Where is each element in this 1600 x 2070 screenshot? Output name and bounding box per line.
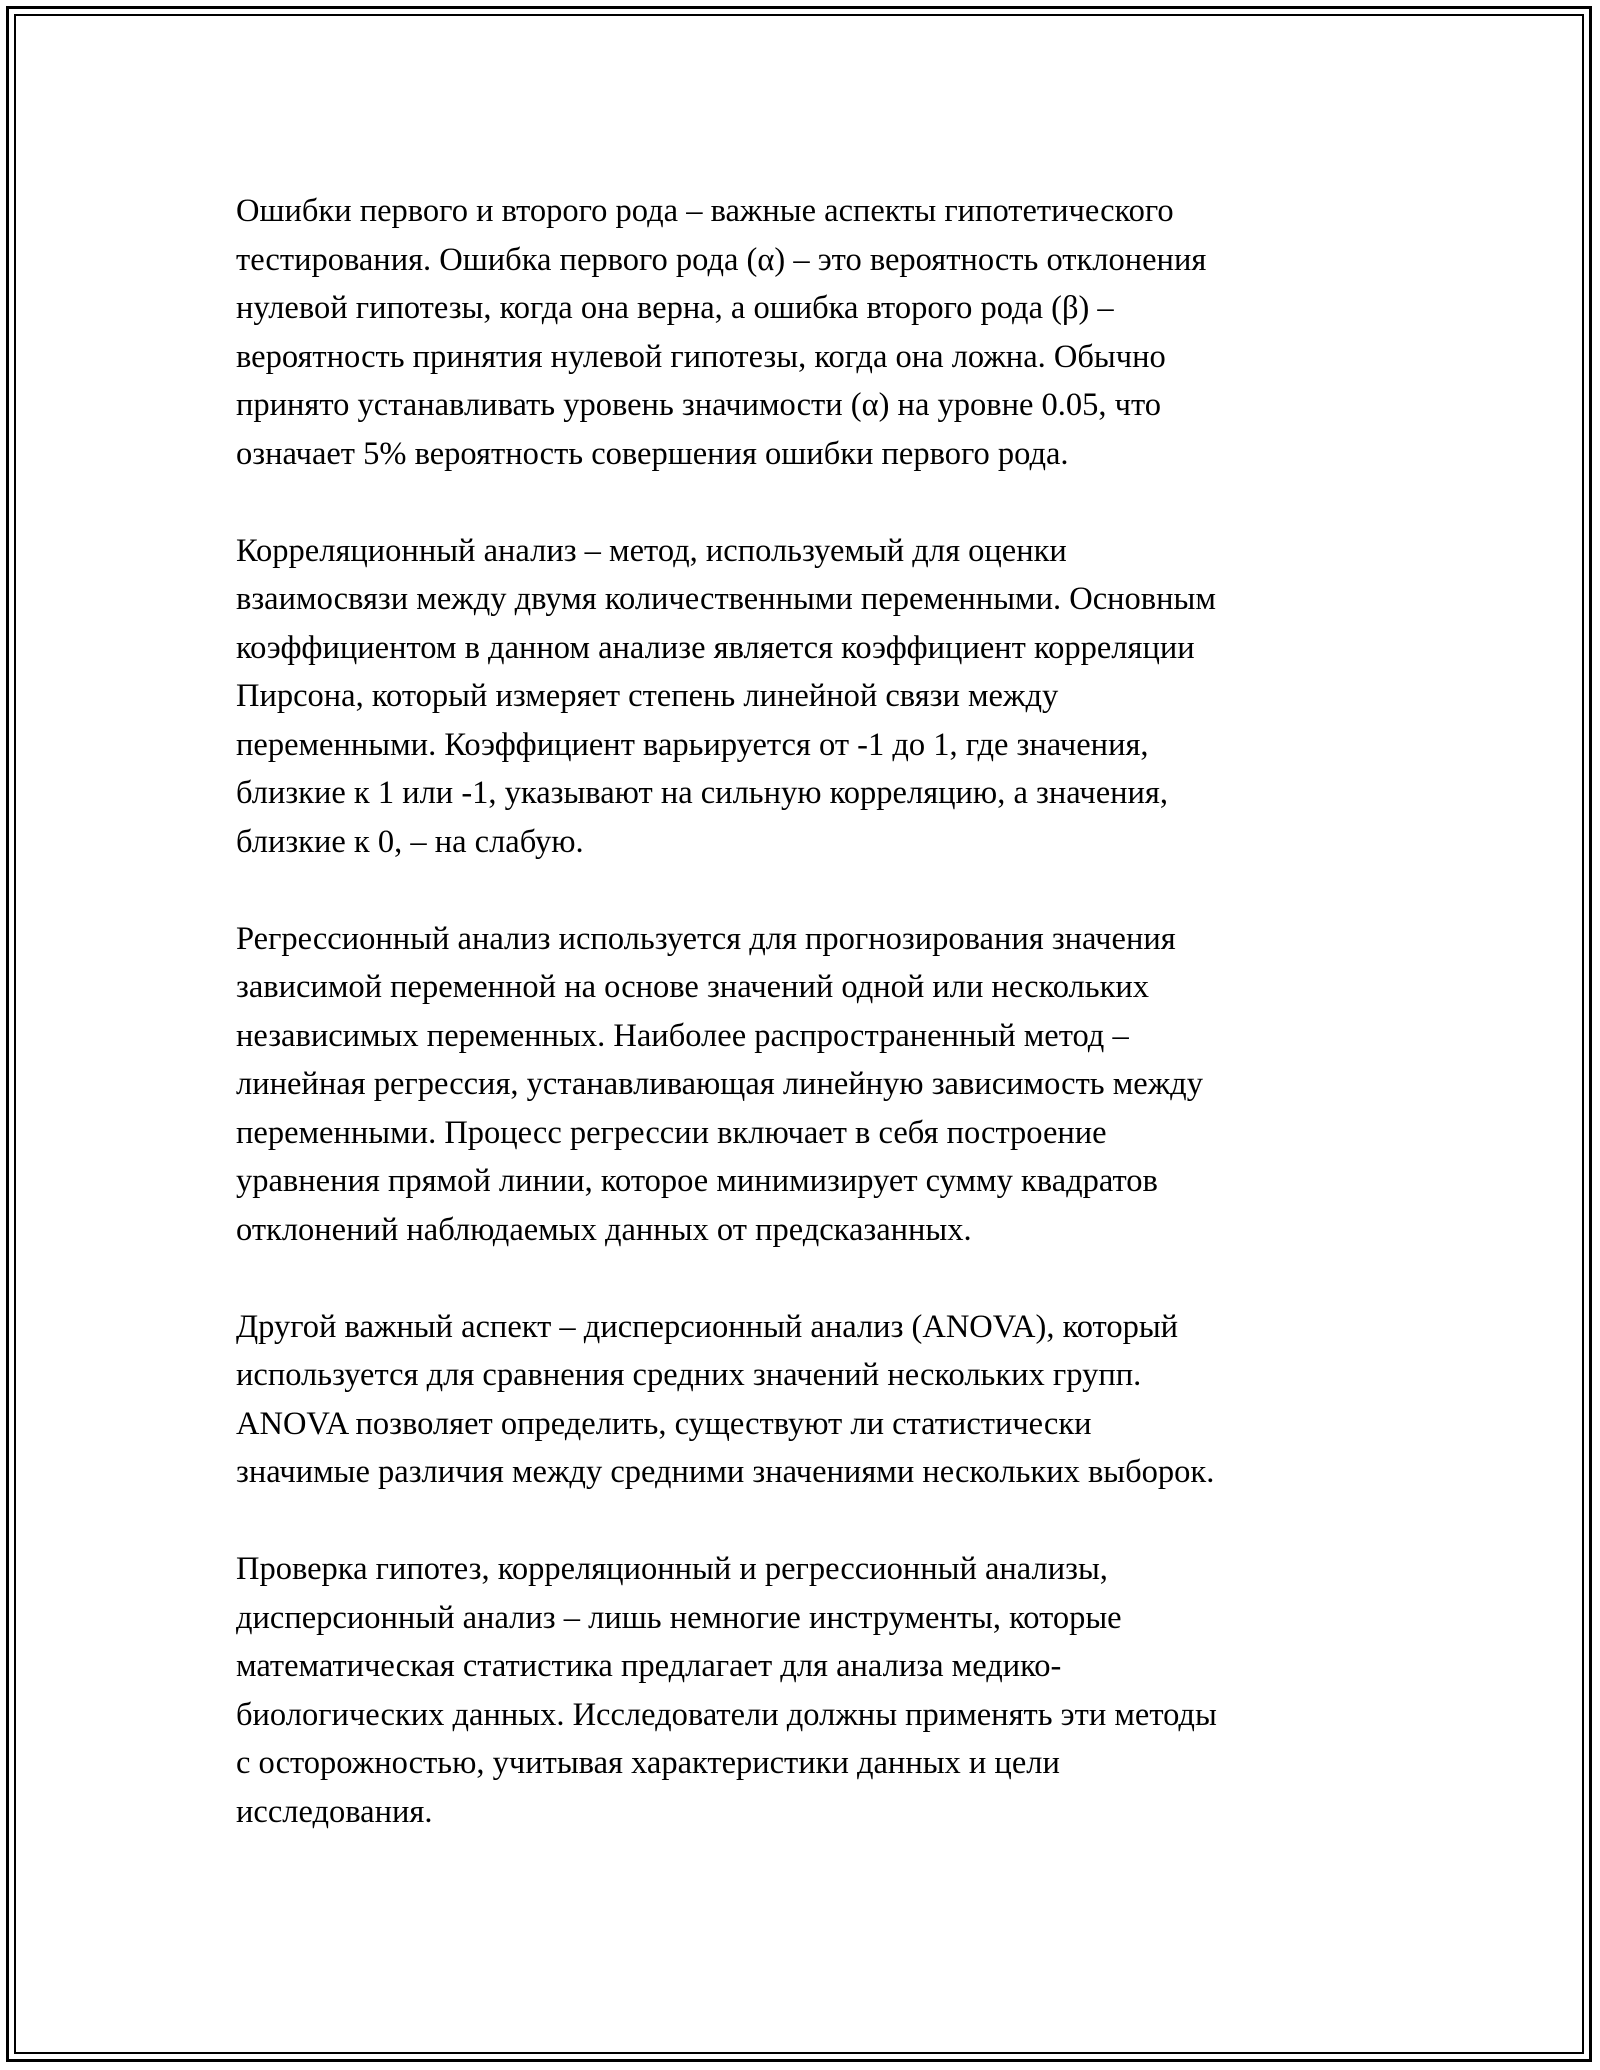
text-line: используется для сравнения средних значений нескольких групп.	[236, 1357, 1142, 1393]
text-line: Корреляционный анализ – метод, используемый для оценки	[236, 532, 1067, 569]
text-line: биологических данных. Исследователи должны применять эти методы	[236, 1696, 1217, 1733]
text-line: переменными. Коэффициент варьируется от -1 до 1, где значения,	[236, 726, 1149, 763]
text-line: с осторожностью, учитывая характеристики данных и цели	[236, 1745, 1060, 1781]
text-line: математическая статистика предлагает для анализа медико-	[236, 1648, 1062, 1684]
text-line: зависимой переменной на основе значений одной или нескольких	[236, 969, 1150, 1005]
text-line: близкие к 0, – на слабую.	[236, 823, 584, 860]
paragraph-conclusion	[236, 1545, 1376, 1836]
text-line: тестирования. Ошибка первого рода (α) – это вероятность отклонения	[236, 241, 1207, 278]
text-line: независимых переменных. Наиболее распространенный метод –	[236, 1017, 1129, 1054]
paragraph-correlation	[236, 527, 1376, 867]
document-body	[236, 187, 1376, 1885]
paragraph-anova	[236, 1303, 1376, 1497]
text-line: Другой важный аспект – дисперсионный анализ (ANOVA), который	[236, 1308, 1179, 1345]
text-line: вероятность принятия нулевой гипотезы, когда она ложна. Обычно	[236, 338, 1166, 375]
text-line: отклонений наблюдаемых данных от предсказанных.	[236, 1211, 972, 1248]
text-line: нулевой гипотезы, когда она верна, а ошибка второго рода (β) –	[236, 290, 1114, 326]
text-line: взаимосвязи между двумя количественными переменными. Основным	[236, 581, 1216, 617]
text-line: исследования.	[236, 1793, 433, 1830]
text-line: принято устанавливать уровень значимости (α) на уровне 0.05, что	[236, 387, 1162, 423]
text-line: дисперсионный анализ – лишь немногие инструменты, которые	[236, 1599, 1122, 1636]
text-line: Пирсона, который измеряет степень линейной связи между	[236, 678, 1059, 714]
text-line: близкие к 1 или -1, указывают на сильную корреляцию, а значения,	[236, 775, 1168, 811]
text-line: уравнения прямой линии, которое минимизирует сумму квадратов	[236, 1163, 1158, 1199]
text-line: Регрессионный анализ используется для прогнозирования значения	[236, 920, 1176, 957]
text-line: значимые различия между средними значениями нескольких выборок.	[236, 1454, 1215, 1490]
paragraph-type-errors	[236, 187, 1376, 478]
text-line: ANOVA позволяет определить, существуют ли статистически	[236, 1405, 1092, 1442]
text-line: Ошибки первого и второго рода – важные аспекты гипотетического	[236, 193, 1174, 229]
text-line: линейная регрессия, устанавливающая линейную зависимость между	[236, 1066, 1203, 1102]
text-line: переменными. Процесс регрессии включает в себя построение	[236, 1114, 1107, 1151]
text-line: означает 5% вероятность совершения ошибки первого рода.	[236, 435, 1069, 472]
text-line: коэффициентом в данном анализе является коэффициент корреляции	[236, 629, 1195, 666]
paragraph-regression	[236, 915, 1376, 1255]
text-line: Проверка гипотез, корреляционный и регрессионный анализы,	[236, 1551, 1108, 1587]
